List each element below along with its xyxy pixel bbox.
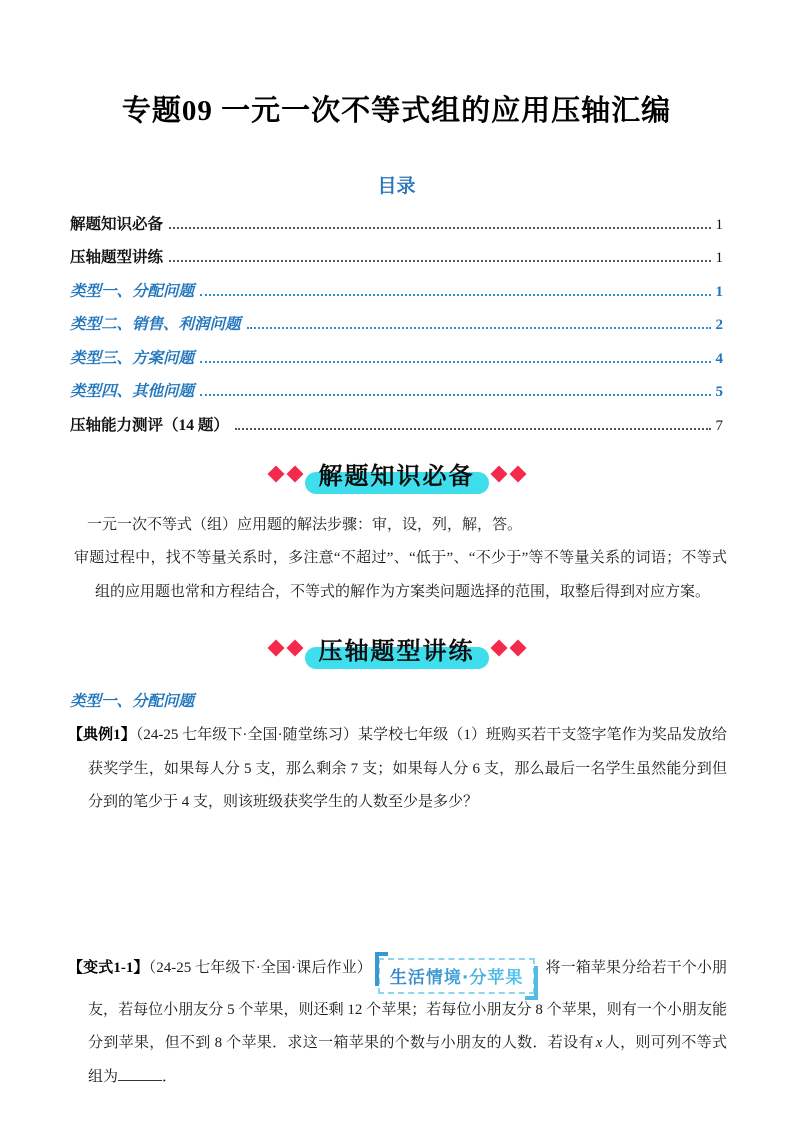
toc-entry-label: 类型四、其他问题 xyxy=(70,383,195,400)
toc-dot-leader xyxy=(200,294,710,296)
example1-source: （24-25 七年级下·全国·随堂练习） xyxy=(135,727,358,743)
banner-title: 压轴题型讲练 xyxy=(318,636,475,665)
toc-page-number: 7 xyxy=(715,417,723,434)
answer-whitespace xyxy=(0,820,793,944)
knowledge-section-banner xyxy=(0,449,793,499)
toc-page-number: 1 xyxy=(715,216,723,233)
toc-entry-knowledge[interactable] xyxy=(70,206,723,240)
toc-entry-label: 类型一、分配问题 xyxy=(70,282,195,300)
knowledge-paragraph-2: 审题过程中，找不等量关系时，多注意“不超过”、“低于”、“不少于”等不等量关系的词语；不等式组的应用题也常和方程结合，不等式的解作为方案类问题选择的范围，取整后得到对应方案。 xyxy=(74,550,727,600)
toc-entry-type4[interactable] xyxy=(70,374,723,408)
example1-problem xyxy=(68,719,727,820)
diamond-icon xyxy=(267,640,284,657)
variable-x: x xyxy=(595,1035,603,1051)
toc-dot-leader xyxy=(200,361,710,363)
diamond-decoration-right xyxy=(493,468,524,480)
toc-page-number: 2 xyxy=(715,317,723,333)
diamond-decoration-left xyxy=(270,468,301,480)
variant1-1-text-part2: 人，则可列不等式组为 xyxy=(88,1035,727,1085)
toc-entry-practice[interactable] xyxy=(70,240,723,274)
variant1-1-label: 【变式1-1】 xyxy=(68,959,149,976)
toc-heading: 目录 xyxy=(377,176,416,197)
badge-right-bracket-icon xyxy=(525,966,538,1000)
diamond-icon xyxy=(286,640,303,657)
toc-entry-label: 类型二、销售、利润问题 xyxy=(70,316,241,333)
diamond-icon xyxy=(490,465,507,482)
document-title: 专题09 一元一次不等式组的应用压轴汇编 xyxy=(121,95,672,127)
example1-text: 某学校七年级（1）班购买若干支签字笔作为奖品发放给获奖学生，如果每人分 5 支，那么剩余 7 支；如果每人分 6 支，那么最后一名学生虽然能分到但分到的笔少于 4 支，则该班级获奖学生的人数至少是多少？ xyxy=(88,727,727,810)
banner-title: 解题知识必备 xyxy=(318,462,475,490)
toc-page-number: 4 xyxy=(715,350,723,367)
banner-title-wrap xyxy=(319,456,475,491)
diamond-icon xyxy=(490,640,507,657)
banner-title-wrap xyxy=(319,631,475,666)
toc-dot-leader xyxy=(200,394,710,396)
context-badge xyxy=(378,958,535,994)
toc-entry-assessment[interactable] xyxy=(70,407,723,441)
toc-entry-type1[interactable] xyxy=(70,273,723,307)
toc-dot-leader xyxy=(169,227,710,229)
example1-label: 【典例1】 xyxy=(68,727,136,743)
context-badge-label: 生活情境·分苹果 xyxy=(389,967,524,988)
variant1-1-problem xyxy=(68,952,727,1095)
answer-blank xyxy=(118,1066,162,1081)
diamond-icon xyxy=(267,465,284,482)
variant1-1-period: ． xyxy=(162,1068,178,1085)
knowledge-paragraph-1: 一元一次不等式（组）应用题的解法步骤：审，设，列，解，答。 xyxy=(87,516,523,533)
toc-dot-leader xyxy=(169,260,710,262)
diamond-icon xyxy=(509,640,526,657)
toc-page-number: 1 xyxy=(715,250,723,266)
toc-dot-leader xyxy=(247,327,711,329)
toc-page-number: 5 xyxy=(715,384,723,400)
practice-section-banner xyxy=(0,623,793,673)
toc-entry-type3[interactable] xyxy=(70,340,723,374)
knowledge-body xyxy=(74,509,727,610)
toc-entry-label: 解题知识必备 xyxy=(70,215,164,233)
badge-left-bracket-icon xyxy=(375,952,388,986)
table-of-contents xyxy=(70,206,723,441)
diamond-decoration-right xyxy=(493,642,524,654)
toc-entry-type2[interactable] xyxy=(70,307,723,341)
toc-dot-leader xyxy=(235,428,711,430)
toc-page-number: 1 xyxy=(715,283,723,300)
variant1-1-source: （24-25 七年级下·全国·课后作业） xyxy=(148,959,372,976)
type1-heading: 类型一、分配问题 xyxy=(70,693,195,710)
diamond-decoration-left xyxy=(270,642,301,654)
variant1-1-text-part1: 将一箱苹果分给若干个小朋友，若每位小朋友分 5 个苹果，则还剩 12 个苹果；若每位小朋友分 8 个苹果，则有一个小朋友能分到苹果，但不到 8 个苹果．求这一箱苹果的个数与小朋友的人数．若设有 xyxy=(88,959,727,1051)
diamond-icon xyxy=(509,465,526,482)
diamond-icon xyxy=(286,465,303,482)
toc-entry-label: 类型三、方案问题 xyxy=(70,349,195,367)
toc-entry-label: 压轴能力测评（14 题） xyxy=(70,416,229,434)
toc-entry-label: 压轴题型讲练 xyxy=(70,249,164,266)
